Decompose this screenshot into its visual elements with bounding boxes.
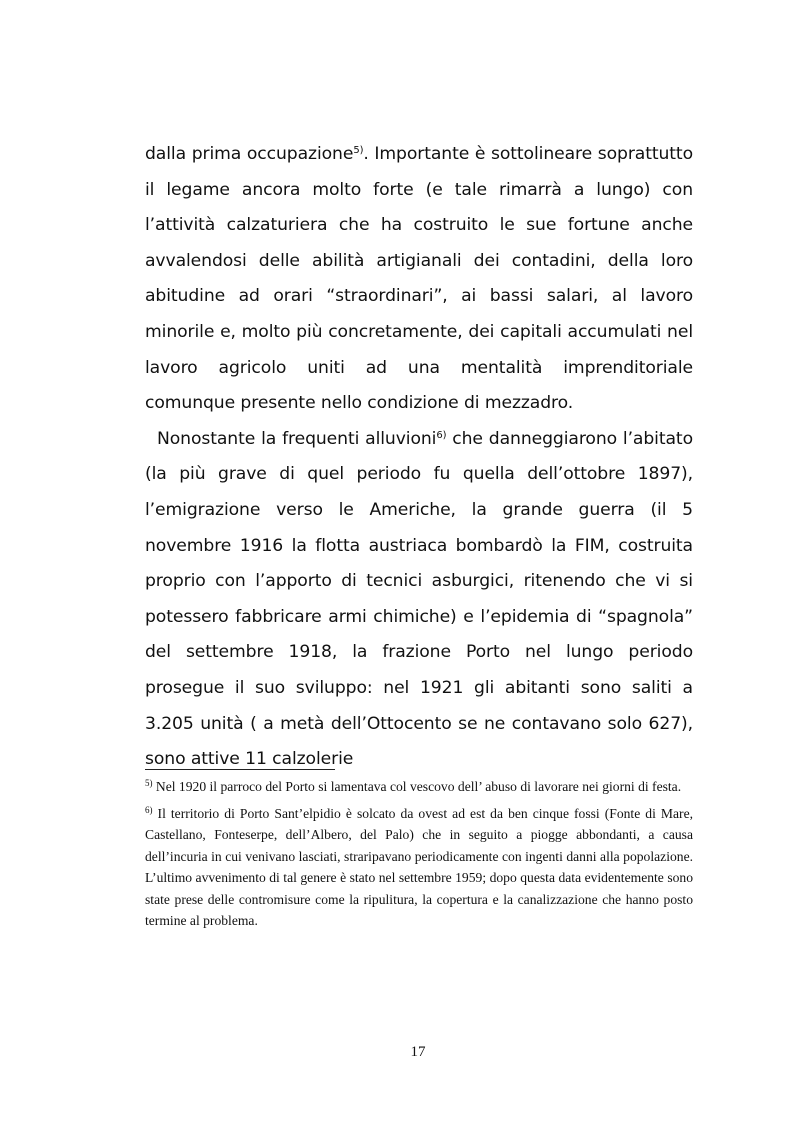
footnote-marker-5: 5) [145,778,153,788]
footnote-5 [145,776,693,798]
paragraph-1-text-a: dalla prima occupazione [145,144,354,164]
paragraph-2-text-b: che danneggiarono l’abitato (la più grave di quel periodo fu quella dell’ottobre 1897), l’emigrazione verso le Americhe, la grande guerra (il 5 novembre 1916 la flotta austriaca bombardò la FIM, costruita proprio con l’apporto di tecnici asburgici, ritenendo che vi si potessero fabbricare armi chimiche) e l’epidemia di “spagnola” del settembre 1918, la frazione Porto nel lungo periodo prosegue il suo sviluppo: nel 1921 gli abitanti sono saliti a 3.205 unità ( a metà dell’Ottocento se ne contavano solo 627), sono attive 11 calzolerie [145,428,693,770]
body-text [145,137,693,778]
footnote-5-text: Nel 1920 il parroco del Porto si lamentava col vescovo dell’ abuso di lavorare nei giorni di festa. [152,779,682,794]
footnotes [145,776,693,937]
footnote-ref-5[interactable]: 5) [353,145,364,156]
footnote-separator [145,769,335,770]
paragraph-1-text-b: . Importante è sottolineare soprattutto il legame ancora molto forte (e tale rimarrà a lungo) con l’attività calzaturiera che ha costruito le sue fortune anche avvalendosi delle abilità artigianali dei contadini, della loro abitudine ad orari “straordinari”, ai bassi salari, al lavoro minorile e, molto più concretamente, dei capitali accumulati nel lavoro agricolo uniti ad una mentalità imprenditoriale comunque presente nello condizione di mezzadro. [145,144,693,414]
footnote-6 [145,803,693,932]
footnote-marker-6: 6) [145,804,153,815]
paragraph-2-text-a: Nonostante la frequenti alluvioni [157,428,437,449]
page-number: 17 [410,1044,426,1060]
footnote-6-text: Il territorio di Porto Sant’elpidio è solcato da ovest ad est da ben cinque fossi (Fonte di Mare, Castellano, Fonteserpe, dell’Albero, del Palo) che in seguito a piogge abbondanti, a causa dell’incuria in cui venivano lasciati, straripavano periodicamente con ingenti danni alla popolazione. L’ultimo avvenimento di tal genere è stato nel settembre 1959; dopo questa data evidentemente sono state prese delle contromisure come la ripulitura, la copertura e la canalizzazione che hanno posto termine al problema. [145,805,693,928]
footnote-ref-6[interactable]: 6) [436,429,447,441]
paragraph-2 [145,422,693,778]
paragraph-1 [145,137,693,422]
